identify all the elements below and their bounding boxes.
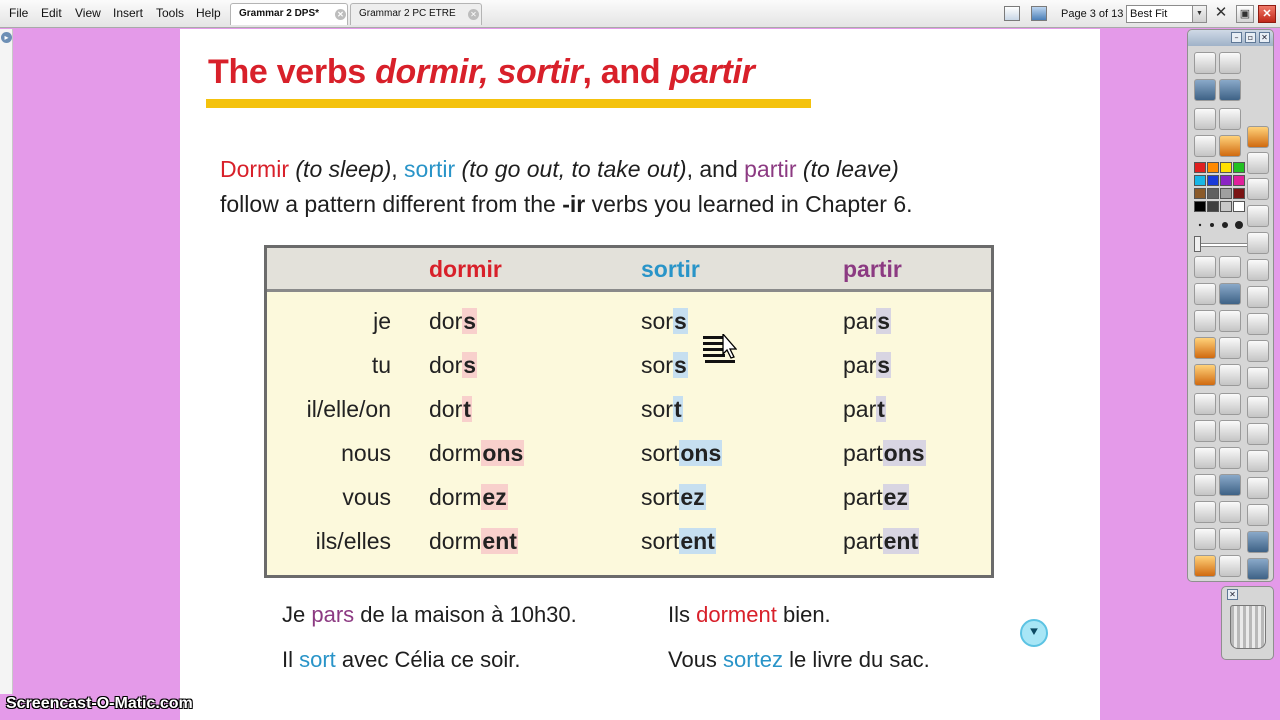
example-text: bien. bbox=[776, 602, 831, 627]
table-cell bbox=[641, 352, 688, 379]
pronoun: tu bbox=[371, 352, 391, 378]
gloss: (to leave) bbox=[796, 156, 899, 182]
table-cell bbox=[641, 528, 716, 555]
table-cell bbox=[429, 528, 518, 555]
gift-icon[interactable] bbox=[1194, 555, 1216, 577]
timer-icon[interactable] bbox=[1219, 474, 1241, 496]
color-yellow-swatch[interactable] bbox=[1220, 162, 1232, 173]
table-cell bbox=[641, 396, 683, 423]
color-pink-swatch[interactable] bbox=[1233, 175, 1245, 186]
color-orange-swatch[interactable] bbox=[1207, 162, 1219, 173]
tab-grammar-2-pc-etre[interactable] bbox=[350, 3, 482, 25]
table-cell bbox=[641, 308, 688, 335]
stem: part bbox=[843, 440, 883, 466]
stem: part bbox=[843, 484, 883, 510]
tab-grammar-2-dps[interactable] bbox=[230, 3, 348, 25]
example-sentence bbox=[282, 647, 520, 673]
settings-icon[interactable] bbox=[1247, 531, 1269, 553]
column-header-partir: partir bbox=[843, 256, 902, 282]
example-text: Vous bbox=[668, 647, 724, 672]
restore-button[interactable]: ▣ bbox=[1236, 5, 1254, 23]
pencil-icon[interactable] bbox=[1194, 528, 1216, 550]
table-cell bbox=[429, 352, 477, 379]
magic-wand-icon[interactable] bbox=[1247, 367, 1269, 389]
color-white-swatch[interactable] bbox=[1233, 201, 1245, 212]
menu-view[interactable]: View bbox=[75, 6, 101, 20]
close-icon[interactable]: ✕ bbox=[1259, 32, 1270, 43]
stem: dorm bbox=[429, 528, 482, 554]
ending: ons bbox=[883, 440, 925, 466]
stem: sort bbox=[641, 528, 680, 554]
table-cell bbox=[843, 440, 926, 467]
pronoun: vous bbox=[342, 484, 391, 510]
tab-label: Grammar 2 PC ETRE bbox=[359, 8, 456, 19]
highlight-icon[interactable] bbox=[1247, 126, 1269, 148]
scissors-icon[interactable] bbox=[1219, 256, 1241, 278]
stem: dorm bbox=[429, 440, 482, 466]
slider-handle[interactable] bbox=[1194, 236, 1201, 252]
title-separator: , bbox=[479, 53, 498, 91]
stem: par bbox=[843, 396, 877, 422]
example-sentence bbox=[668, 647, 930, 673]
ending: s bbox=[463, 308, 477, 334]
trash-panel bbox=[1221, 586, 1274, 660]
color-black-swatch[interactable] bbox=[1194, 201, 1206, 212]
zoom-icon[interactable] bbox=[1247, 286, 1269, 308]
pen-icon[interactable] bbox=[1194, 283, 1216, 305]
app-toolbar bbox=[0, 0, 1280, 28]
ending: ez bbox=[883, 484, 908, 510]
title-verb-sortir: sortir bbox=[497, 53, 583, 91]
text-icon[interactable] bbox=[1219, 364, 1241, 386]
snowflake-icon[interactable] bbox=[1247, 558, 1269, 580]
close-icon[interactable]: ✕ bbox=[468, 9, 479, 20]
ending: ent bbox=[482, 528, 517, 554]
title-separator: , and bbox=[582, 53, 670, 91]
column-header-sortir: sortir bbox=[641, 256, 700, 282]
tools-icon[interactable] bbox=[1219, 79, 1241, 101]
stem: sort bbox=[641, 484, 680, 510]
example-text: Ils bbox=[668, 602, 697, 627]
example-verb: dorment bbox=[696, 602, 777, 627]
stem: dorm bbox=[429, 484, 482, 510]
table-cell bbox=[843, 484, 909, 511]
example-text: avec Célia ce soir. bbox=[335, 647, 521, 672]
table-cell bbox=[843, 528, 919, 555]
stem: par bbox=[843, 308, 877, 334]
close-icon[interactable]: ✕ bbox=[1227, 589, 1238, 600]
clipboard-icon[interactable] bbox=[1219, 501, 1241, 523]
chevron-down-icon[interactable]: ▼ bbox=[1192, 6, 1206, 22]
color-purple-swatch[interactable] bbox=[1220, 175, 1232, 186]
print-icon[interactable] bbox=[1247, 313, 1269, 335]
trash-icon[interactable] bbox=[1230, 605, 1266, 649]
new-page-icon[interactable] bbox=[1219, 52, 1241, 74]
minimize-icon[interactable]: – bbox=[1231, 32, 1242, 43]
ending: ez bbox=[482, 484, 507, 510]
tab-label: Grammar 2 DPS* bbox=[239, 8, 320, 19]
redo-icon[interactable] bbox=[1219, 420, 1241, 442]
example-sentence bbox=[668, 602, 831, 628]
close-icon[interactable]: ✕ bbox=[335, 9, 346, 20]
keyboard-icon[interactable] bbox=[1247, 396, 1269, 418]
close-button[interactable]: ✕ bbox=[1258, 5, 1276, 23]
ending: ent bbox=[680, 528, 715, 554]
watermark: Screencast-O-Matic.com bbox=[6, 695, 193, 712]
example-text: Il bbox=[282, 647, 300, 672]
color-red-swatch[interactable] bbox=[1194, 162, 1206, 173]
left-scrollbar[interactable] bbox=[0, 29, 13, 694]
paste-icon[interactable] bbox=[1247, 205, 1269, 227]
pronoun: je bbox=[373, 308, 391, 334]
color-cyan-swatch[interactable] bbox=[1194, 175, 1206, 186]
copy-icon[interactable] bbox=[1247, 178, 1269, 200]
highlighter-icon[interactable] bbox=[1219, 283, 1241, 305]
ending: s bbox=[673, 352, 687, 378]
example-verb: sort bbox=[299, 647, 336, 672]
ruler-icon[interactable] bbox=[1219, 447, 1241, 469]
magic-pen-icon[interactable] bbox=[1219, 135, 1241, 157]
pen-cursor-icon bbox=[703, 334, 737, 366]
stem: sort bbox=[641, 440, 680, 466]
dice-icon[interactable] bbox=[1194, 364, 1216, 386]
zoom-select[interactable] bbox=[1126, 5, 1207, 23]
board-icon[interactable] bbox=[1219, 528, 1241, 550]
example-text: Je bbox=[282, 602, 312, 627]
collapse-icon[interactable]: ▸ bbox=[1, 32, 12, 43]
restore-icon[interactable]: ▫ bbox=[1245, 32, 1256, 43]
gloss: (to go out, to take out) bbox=[455, 156, 687, 182]
color-darkred-swatch[interactable] bbox=[1233, 188, 1245, 199]
conjugation-table bbox=[264, 245, 994, 578]
grid-icon[interactable] bbox=[1219, 555, 1241, 577]
color-green-swatch[interactable] bbox=[1233, 162, 1245, 173]
ending: s bbox=[877, 352, 891, 378]
stem: dor bbox=[429, 352, 463, 378]
separator: , and bbox=[686, 156, 745, 182]
table-cell bbox=[641, 440, 722, 467]
menu-insert[interactable]: Insert bbox=[113, 6, 144, 20]
ending: ez bbox=[680, 484, 705, 510]
intro-text: follow a pattern different from the bbox=[220, 191, 563, 217]
delete-icon[interactable] bbox=[1247, 504, 1269, 526]
example-verb: sortez bbox=[723, 647, 783, 672]
camera-icon[interactable] bbox=[1194, 501, 1216, 523]
table-cell bbox=[429, 440, 524, 467]
title-text: The verbs bbox=[208, 53, 376, 91]
camera-icon[interactable] bbox=[1247, 450, 1269, 472]
stem: sor bbox=[641, 308, 673, 334]
undo-icon[interactable] bbox=[1194, 420, 1216, 442]
lock-icon[interactable] bbox=[1247, 477, 1269, 499]
ending: ent bbox=[883, 528, 919, 554]
page-indicator: Page 3 of 13 bbox=[1061, 8, 1124, 20]
stopwatch-icon[interactable] bbox=[1194, 393, 1216, 415]
example-text: de la maison à 10h30. bbox=[354, 602, 577, 627]
pronoun: ils/elles bbox=[315, 528, 391, 554]
fill-icon[interactable] bbox=[1219, 310, 1241, 332]
intro-text: verbs you learned in Chapter 6. bbox=[585, 191, 913, 217]
table-cell bbox=[843, 308, 891, 335]
color-gray-swatch[interactable] bbox=[1207, 188, 1219, 199]
stem: dor bbox=[429, 396, 463, 422]
intro-ir: -ir bbox=[562, 191, 586, 217]
table-cell bbox=[843, 352, 891, 379]
table-cell bbox=[843, 396, 886, 423]
example-sentence bbox=[282, 602, 577, 628]
stem: dor bbox=[429, 308, 463, 334]
ending: ons bbox=[482, 440, 524, 466]
pen-width-icon[interactable] bbox=[1196, 220, 1246, 230]
verb-partir: partir bbox=[744, 156, 797, 182]
annotation-toolbar bbox=[1187, 29, 1274, 582]
document-page bbox=[180, 29, 1100, 720]
menu-edit[interactable]: Edit bbox=[41, 6, 62, 20]
screen-capture-icon[interactable] bbox=[1194, 79, 1216, 101]
ending: t bbox=[463, 396, 471, 422]
example-verb: pars bbox=[311, 602, 355, 627]
color-silver-swatch[interactable] bbox=[1220, 201, 1232, 212]
redo-icon[interactable] bbox=[1247, 152, 1269, 174]
gloss: (to sleep) bbox=[289, 156, 392, 182]
duplicate-icon[interactable] bbox=[1247, 259, 1269, 281]
ending: t bbox=[877, 396, 885, 422]
sticky-note-icon[interactable] bbox=[1247, 340, 1269, 362]
transparency-slider[interactable] bbox=[1200, 243, 1254, 247]
color-darkgray-swatch[interactable] bbox=[1207, 201, 1219, 212]
table-header bbox=[267, 248, 991, 292]
title-underline bbox=[206, 99, 811, 108]
stem: sor bbox=[641, 396, 673, 422]
clear-icon[interactable] bbox=[1194, 135, 1216, 157]
example-text: le livre du sac. bbox=[782, 647, 930, 672]
separator: , bbox=[391, 156, 405, 182]
table-cell bbox=[429, 396, 472, 423]
menu-help[interactable]: Help bbox=[196, 6, 221, 20]
line-icon[interactable] bbox=[1219, 337, 1241, 359]
menu-tools[interactable]: Tools bbox=[156, 6, 185, 20]
document-icon[interactable] bbox=[1247, 232, 1269, 254]
intro-paragraph bbox=[220, 152, 1080, 222]
color-lightgray-swatch[interactable] bbox=[1220, 188, 1232, 199]
next-page-icon[interactable] bbox=[1219, 108, 1241, 130]
ending: s bbox=[463, 352, 477, 378]
title-verb-partir: partir bbox=[669, 53, 755, 91]
page-sorter-icon[interactable] bbox=[1194, 52, 1216, 74]
column-header-dormir: dormir bbox=[429, 256, 502, 282]
expand-icon[interactable] bbox=[1194, 474, 1216, 496]
page-view-icon[interactable] bbox=[1004, 6, 1020, 21]
table-cell bbox=[641, 484, 706, 511]
previous-page-icon[interactable] bbox=[1194, 108, 1216, 130]
ending: s bbox=[877, 308, 891, 334]
select-arrow-icon[interactable] bbox=[1194, 256, 1216, 278]
toolbar-titlebar[interactable] bbox=[1188, 30, 1273, 46]
ending: t bbox=[673, 396, 682, 422]
shape-icon[interactable] bbox=[1194, 337, 1216, 359]
eraser-icon[interactable] bbox=[1194, 310, 1216, 332]
table-cell bbox=[429, 484, 508, 511]
next-page-icon[interactable]: ⯆ bbox=[1020, 619, 1048, 647]
stem: part bbox=[843, 528, 883, 554]
verb-dormir: Dormir bbox=[220, 156, 289, 182]
menu-file[interactable]: File bbox=[9, 6, 29, 20]
refresh-icon[interactable] bbox=[1219, 393, 1241, 415]
table-cell bbox=[429, 308, 477, 335]
color-brown-swatch[interactable] bbox=[1194, 188, 1206, 199]
fit-arrows-icon[interactable]: ✕ bbox=[1214, 4, 1228, 21]
tools-icon[interactable] bbox=[1194, 447, 1216, 469]
page-title bbox=[208, 53, 755, 92]
verb-sortir: sortir bbox=[404, 156, 456, 182]
ending: s bbox=[673, 308, 687, 334]
screen-icon[interactable] bbox=[1031, 6, 1047, 21]
title-verb-dormir: dormir bbox=[375, 53, 480, 91]
pronoun: nous bbox=[341, 440, 391, 466]
color-blue-swatch[interactable] bbox=[1207, 175, 1219, 186]
stem: par bbox=[843, 352, 877, 378]
ending: ons bbox=[680, 440, 722, 466]
pronoun: il/elle/on bbox=[306, 396, 391, 422]
zoom-value: Best Fit bbox=[1130, 8, 1168, 20]
media-icon[interactable] bbox=[1247, 423, 1269, 445]
stem: sor bbox=[641, 352, 673, 378]
